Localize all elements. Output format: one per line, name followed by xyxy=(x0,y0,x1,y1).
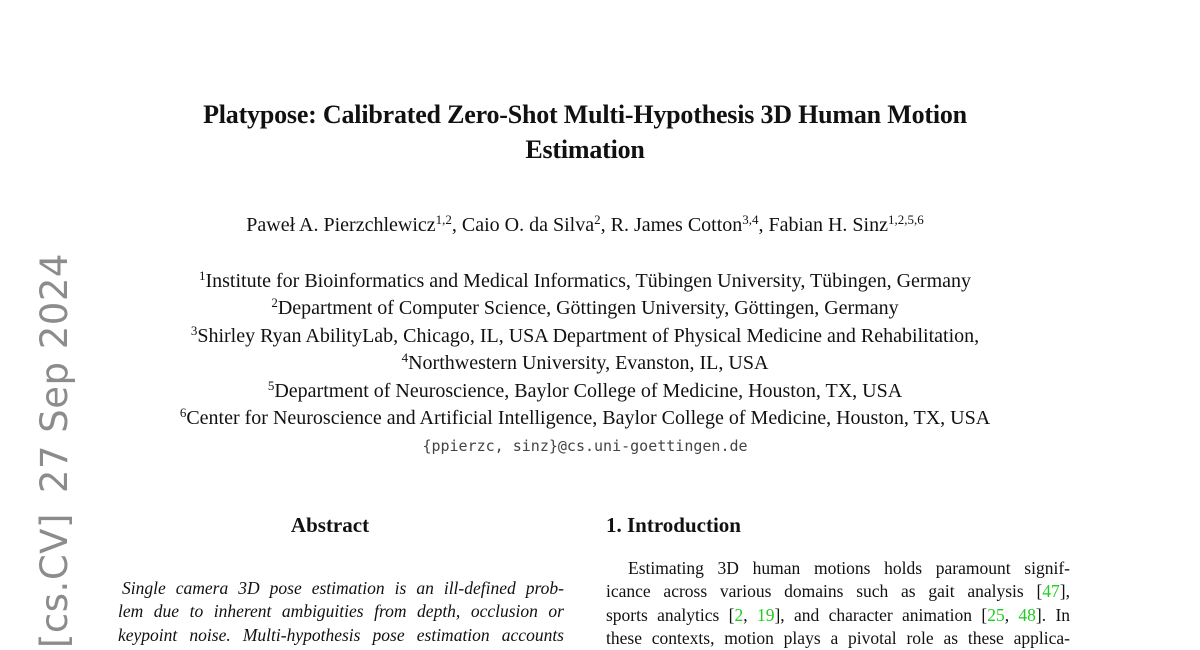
affiliation-list xyxy=(80,268,1090,432)
author-separator: , xyxy=(758,214,769,236)
affiliation-sup: 2 xyxy=(271,295,278,311)
affiliation-5 xyxy=(80,378,1090,405)
affiliation-2 xyxy=(80,295,1090,322)
abstract-line: Single camera 3D pose estimation is an ill-defined prob- xyxy=(122,578,564,598)
affiliation-4 xyxy=(80,350,1090,377)
affiliation-sup: 1 xyxy=(198,268,206,283)
arxiv-date: 27 Sep 2024 xyxy=(33,253,76,494)
affiliation-text: Northwestern University, Evanston, IL, USA xyxy=(408,352,769,375)
affiliation-sup: 5 xyxy=(267,377,275,393)
author-separator: , xyxy=(451,214,462,236)
intro-text: ]. In xyxy=(1035,604,1071,625)
intro-text: , xyxy=(743,604,757,625)
abstract-heading: Abstract xyxy=(290,513,370,537)
title-line-1: Platypose: Calibrated Zero-Shot Multi-Hypothesis 3D Human Motion xyxy=(203,100,967,129)
affiliation-text: Shirley Ryan AbilityLab, Chicago, IL, USA Department of Physical Medicine and Rehabilitation, xyxy=(197,324,980,347)
intro-text: icance across various domains such as gait analysis [ xyxy=(606,581,1043,602)
affiliation-text: Center for Neuroscience and Artificial Intelligence, Baylor College of Medicine, Houston, TX, USA xyxy=(186,407,991,430)
introduction-heading: 1. Introduction xyxy=(606,513,741,537)
author-list xyxy=(120,212,1050,238)
intro-line xyxy=(606,604,1070,627)
intro-text: ], xyxy=(1059,581,1070,602)
citation-link[interactable]: 47 xyxy=(1042,581,1060,602)
author-separator: , xyxy=(600,214,611,236)
affiliation-text: Institute for Bioinformatics and Medical Informatics, Tübingen University, Tübingen, Germany xyxy=(205,270,972,292)
affiliation-text: Department of Computer Science, Göttingen University, Göttingen, Germany xyxy=(277,297,899,320)
intro-line: Estimating 3D human motions holds paramount signif- xyxy=(628,558,1070,578)
affiliation-text: Department of Neuroscience, Baylor College of Medicine, Houston, TX, USA xyxy=(274,379,903,402)
author-name: Fabian H. Sinz xyxy=(768,214,888,236)
affiliation-sup: 6 xyxy=(179,405,187,421)
intro-text: ], and character animation [ xyxy=(774,604,988,625)
author-name: Paweł A. Pierzchlewicz xyxy=(246,214,436,236)
affiliation-6 xyxy=(80,405,1090,432)
arxiv-category: [cs.CV] xyxy=(33,513,76,648)
abstract-body xyxy=(118,577,564,647)
title-line-2: Estimation xyxy=(525,135,645,164)
intro-text: , xyxy=(1004,604,1019,625)
intro-text: sports analytics [ xyxy=(606,604,735,625)
citation-link[interactable]: 25 xyxy=(987,604,1005,625)
affiliation-3 xyxy=(80,323,1090,350)
citation-link[interactable]: 19 xyxy=(756,604,775,625)
affiliation-sup: 3 xyxy=(190,322,198,338)
intro-line: these contexts, motion plays a pivotal role as these applica- xyxy=(606,627,1070,648)
contact-email: {ppierzc, sinz}@cs.uni-goettingen.de xyxy=(422,437,748,455)
abstract-line: lem due to inherent ambiguities from depth, occlusion or xyxy=(118,601,564,622)
affiliation-sup: 4 xyxy=(401,350,409,366)
citation-link[interactable]: 2 xyxy=(734,604,744,625)
author-name: Caio O. da Silva xyxy=(461,214,595,236)
paper-title xyxy=(120,97,1050,167)
arxiv-stamp xyxy=(27,253,76,648)
author-name: R. James Cotton xyxy=(610,214,743,236)
author-affil-sup: 1,2 xyxy=(435,212,452,227)
affiliation-1 xyxy=(80,268,1090,295)
introduction-body xyxy=(606,557,1070,650)
citation-link[interactable]: 48 xyxy=(1018,604,1036,625)
author-affil-sup: 1,2,5,6 xyxy=(887,212,924,227)
abstract-line: keypoint noise. Multi-hypothesis pose estimation accounts xyxy=(118,624,564,645)
author-affil-sup: 3,4 xyxy=(742,212,759,227)
intro-line xyxy=(606,580,1070,603)
author-affil-sup: 2 xyxy=(594,212,601,227)
